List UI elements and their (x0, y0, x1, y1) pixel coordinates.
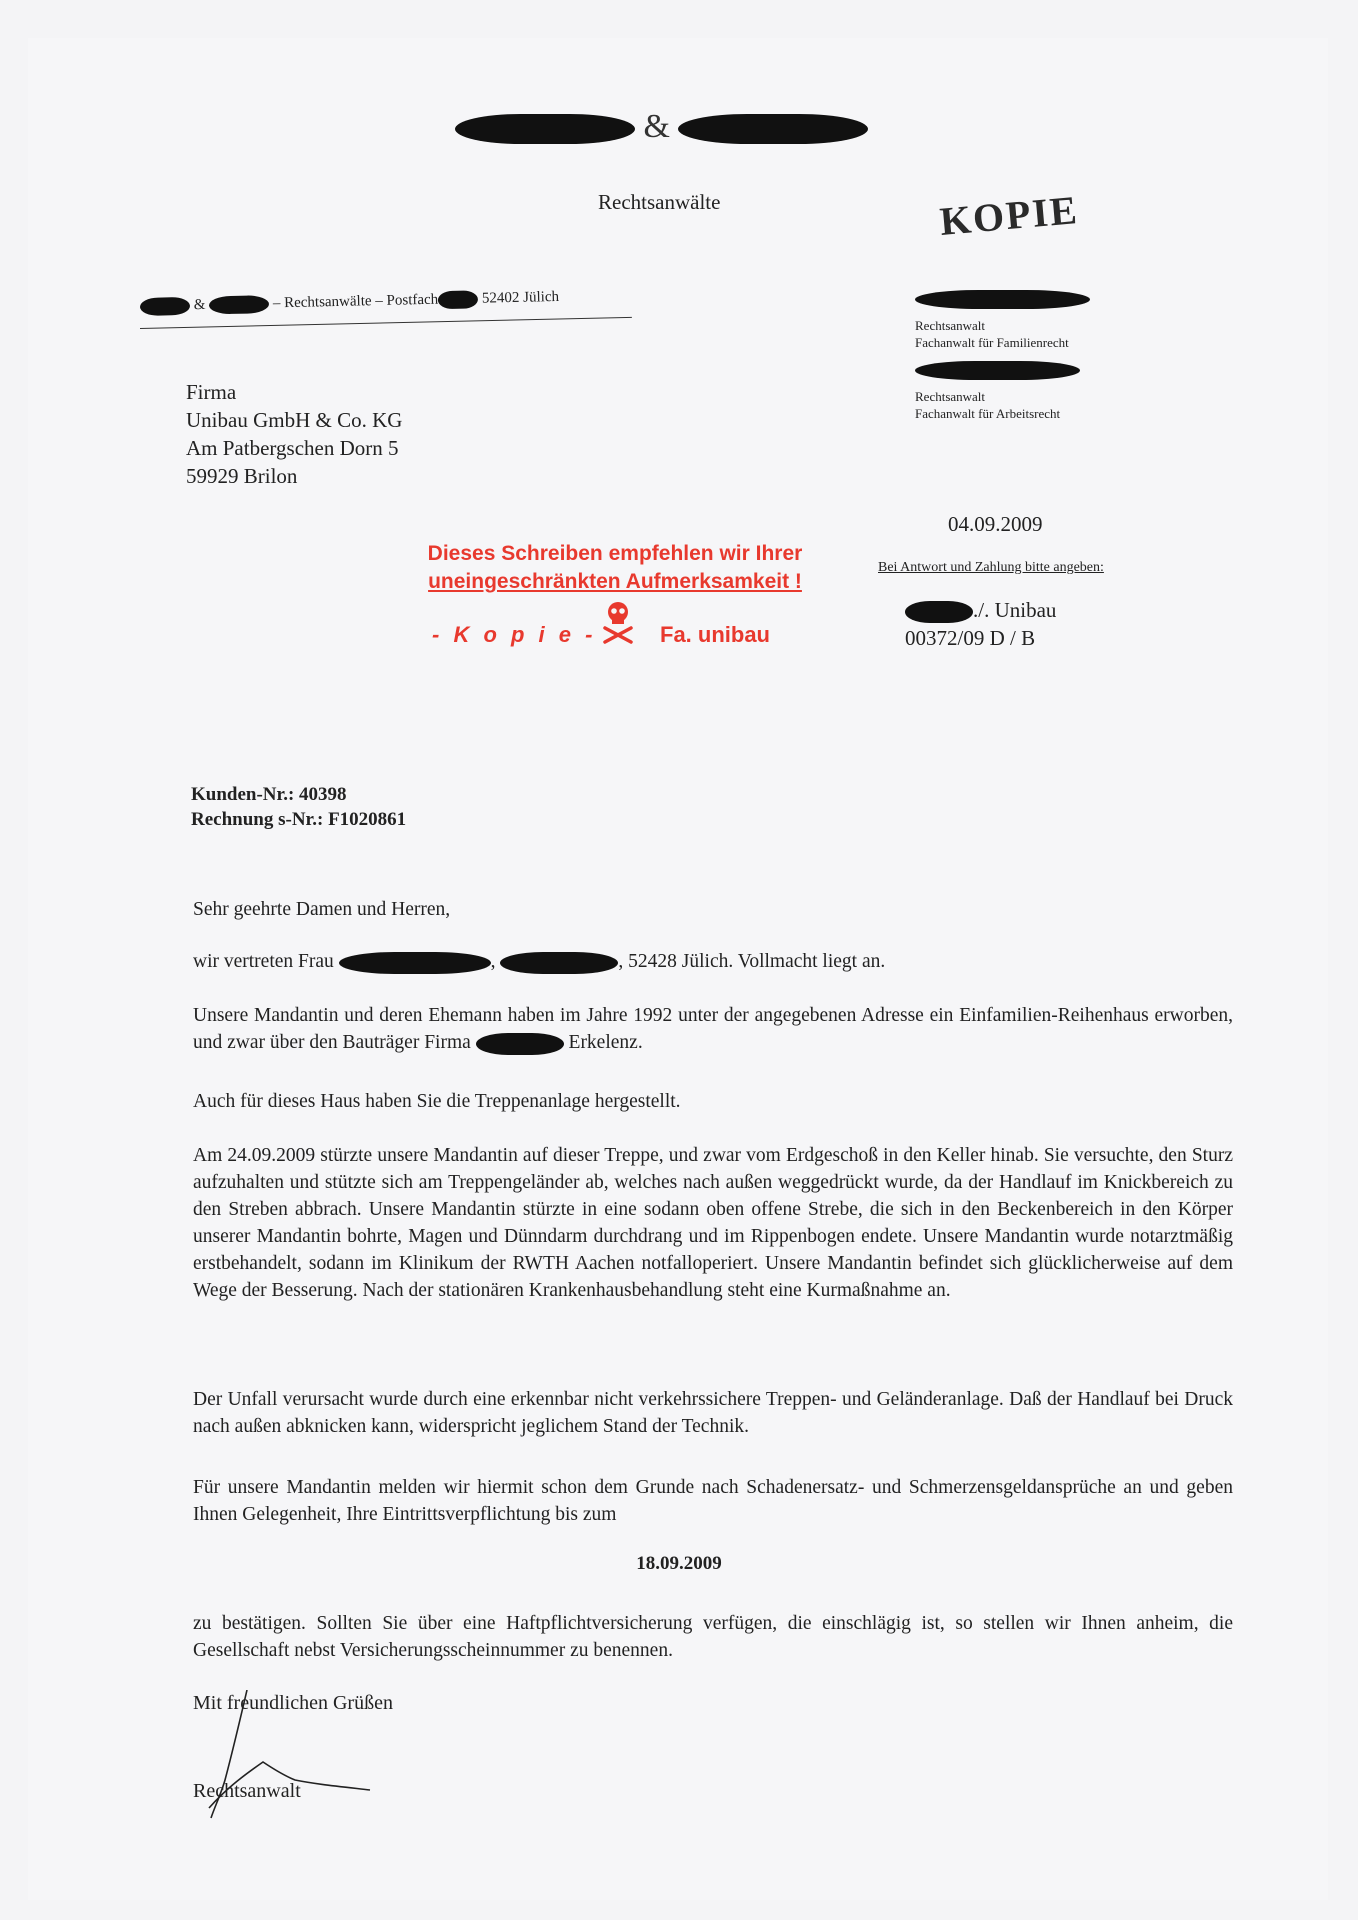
redacted-street (500, 952, 618, 974)
recipient-address: Firma Unibau GmbH & Co. KG Am Patbergschen Dorn 5 59929 Brilon (186, 380, 403, 488)
redacted-lawyer-name (915, 290, 1090, 309)
red-annotation: Dieses Schreiben empfehlen wir Ihrer uneingeschränkten Aufmerksamkeit ! (427, 542, 803, 593)
invoice-number: Rechnung s-Nr.: F1020861 (191, 809, 407, 830)
return-address-line: & – Rechtsanwälte – Postfach 52402 Jülich (140, 288, 559, 316)
paragraph-5: Der Unfall verursacht wurde durch eine erkennbar nicht verkehrssichere Treppen- und Geländeranlage. Daß der Handlauf bei Druck nach außen abknicken kann, widerspricht jeglichem Stand der Technik. (193, 1389, 1233, 1437)
lawyers-list (915, 290, 1090, 432)
paragraph-6: Für unsere Mandantin melden wir hiermit schon dem Grunde nach Schadenersatz- und Schmerzensgeldansprüche an und geben Ihnen Gelegenheit, Ihre Eintrittsverpflichtung bis zum (193, 1477, 1233, 1525)
firm-name-header (455, 108, 868, 146)
reference-number: ./. Unibau 00372/09 D / B (905, 598, 1057, 650)
kopie-stamp: KOPIE (938, 186, 1081, 244)
redacted-lawyer-name (915, 361, 1080, 380)
redacted-company (476, 1033, 564, 1055)
redacted-client-name (905, 601, 973, 623)
deadline-date: 18.09.2009 (636, 1553, 722, 1574)
customer-number: Kunden-Nr.: 40398 (191, 784, 347, 805)
salutation: Sehr geehrte Damen und Herren, (193, 899, 451, 920)
closing: Mit freundlichen Grüßen (193, 1692, 393, 1714)
customer-info (191, 782, 406, 832)
paragraph-1: wir vertreten Frau , , 52428 Jülich. Vollmacht liegt an. (193, 951, 886, 972)
red-kopie-label: - K o p i e - (432, 622, 597, 647)
redacted-name (455, 114, 635, 144)
paragraph-2: Unsere Mandantin und deren Ehemann haben im Jahre 1992 unter der angegebenen Adresse ein Einfamilien-Reihenhaus erworben, und zwar über den Bauträger Firma Erkelenz. (193, 1005, 1233, 1053)
redacted-name (140, 297, 190, 316)
redacted-name (678, 114, 868, 144)
redacted-postbox (438, 290, 478, 309)
lawyer-entry: Rechtsanwalt Fachanwalt für Familienrecht (915, 290, 1090, 351)
reference-label: Bei Antwort und Zahlung bitte angeben: (878, 560, 1104, 575)
red-firm-label: Fa. unibau (660, 622, 770, 647)
letter-date: 04.09.2009 (948, 512, 1043, 536)
paragraph-7: zu bestätigen. Sollten Sie über eine Haftpflichtversicherung verfügen, die einschlägig ist, so stellen wir Ihnen anheim, die Gesellschaft nebst Versicherungsscheinnummer zu benennen. (193, 1613, 1233, 1661)
paragraph-4: Am 24.09.2009 stürzte unsere Mandantin auf dieser Treppe, und zwar vom Erdgeschoß in den Keller hinab. Sie versuchte, den Sturz aufzuhalten und stützte sich am Treppengeländer ab, welches nach außen weggedrückt wurde, da der Handlauf im Knickbereich zu den Streben abbrach. Unsere Mandantin stürzte in eine sodann oben offene Strebe, die sich in den Beckenbereich in den Körper unserer Mandantin bohrte, Magen und Dünndarm durchdrang und im Rippenbogen endete. Unsere Mandantin wurde notarztmäßig erstbehandelt, sodann im Klinikum der RWTH Aachen notfalloperiert. Unsere Mandantin befindet sich glücklicherweise auf dem Wege der Besserung. Nach der stationären Krankenhausbehandlung steht eine Kurmaßnahme an. (193, 1145, 1233, 1301)
firm-subtitle: Rechtsanwälte (598, 190, 721, 214)
skull-crossbones-icon (600, 600, 636, 649)
firm-separator: & (643, 108, 670, 145)
redacted-name (209, 295, 269, 314)
lawyer-entry: Rechtsanwalt Fachanwalt für Arbeitsrecht (915, 361, 1090, 422)
paragraph-3: Auch für dieses Haus haben Sie die Treppenanlage hergestellt. (193, 1091, 681, 1112)
signature-title: Rechtsanwalt (193, 1780, 301, 1802)
redacted-client-name (339, 952, 491, 974)
